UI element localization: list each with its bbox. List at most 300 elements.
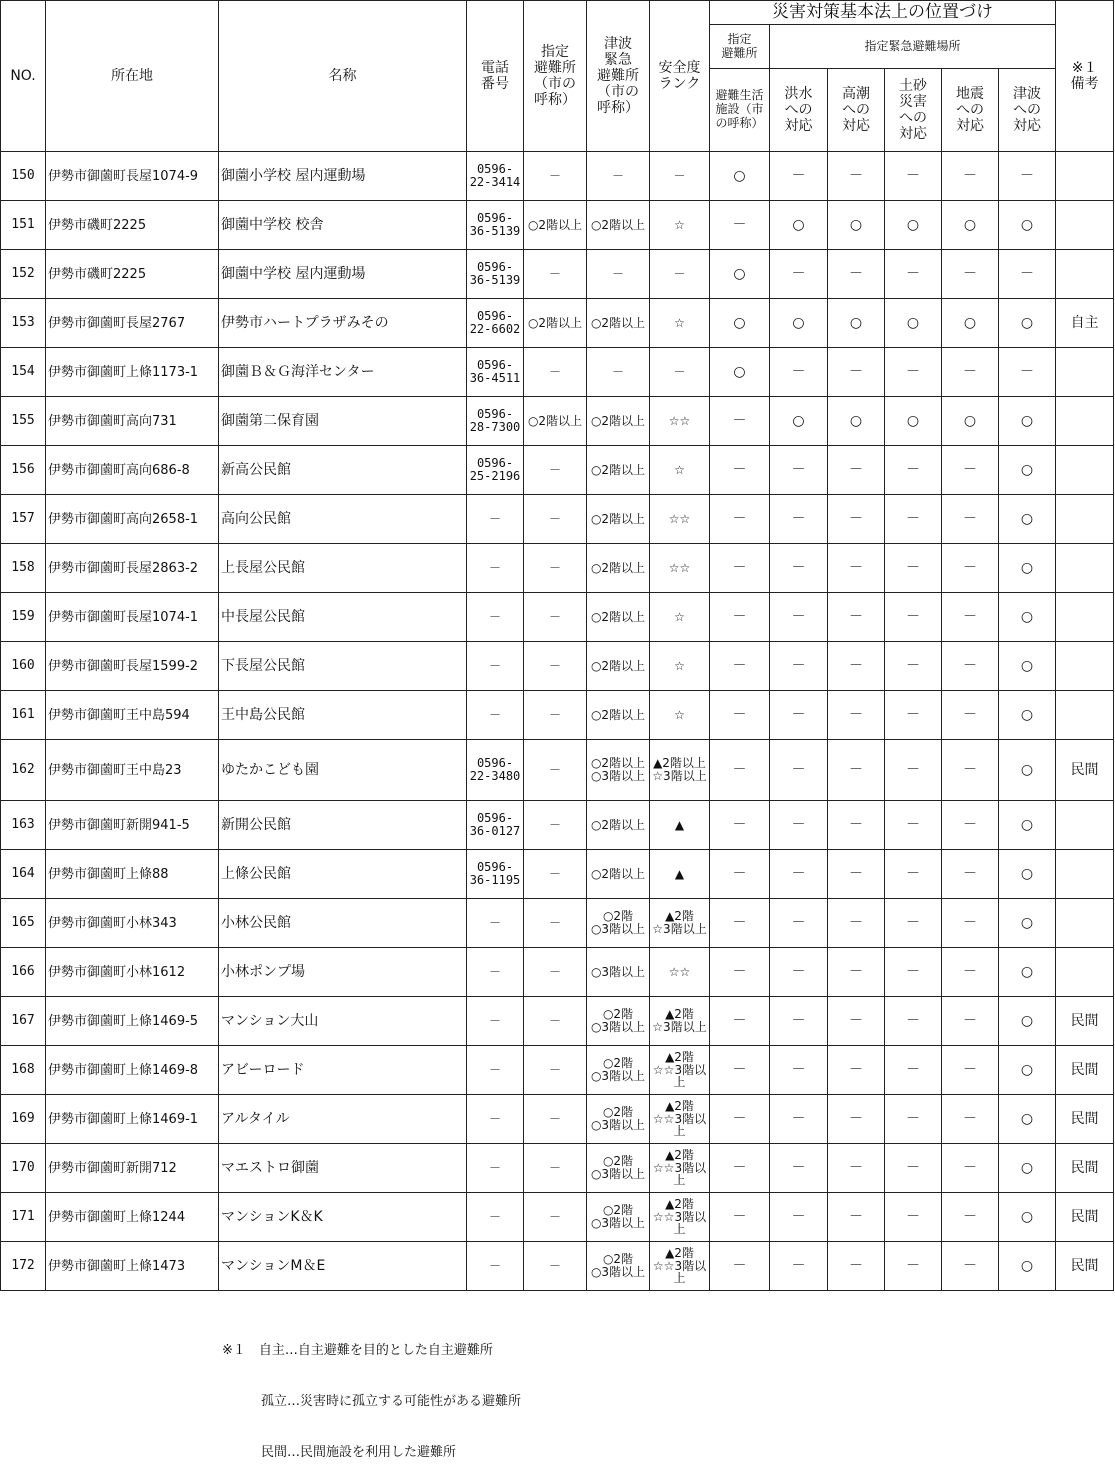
row-no: 159 [1, 593, 46, 642]
row-no: 156 [1, 446, 46, 495]
row-safety-rank: ☆ [650, 691, 710, 740]
table-row [1, 397, 1114, 446]
row-flood: － [770, 495, 828, 544]
row-landslide: － [885, 948, 942, 997]
row-name: マンションM＆E [219, 1242, 467, 1291]
row-safety-rank: ☆☆ [650, 495, 710, 544]
row-storm-surge: ○ [828, 201, 885, 250]
row-tsunami-shelter: ○2階以上 [587, 299, 650, 348]
row-designated-shelter: － [524, 152, 587, 201]
row-address: 伊勢市御薗町小林343 [46, 899, 219, 948]
row-address: 伊勢市御薗町上條88 [46, 850, 219, 899]
row-designated-shelter: － [524, 348, 587, 397]
row-designated-shelter: － [524, 593, 587, 642]
row-earthquake: － [942, 1242, 999, 1291]
row-earthquake: － [942, 1144, 999, 1193]
row-storm-surge: － [828, 1242, 885, 1291]
row-tsunami: ○ [999, 1242, 1056, 1291]
row-designated-shelter: － [524, 1144, 587, 1193]
row-address: 伊勢市御薗町高向731 [46, 397, 219, 446]
row-name: 御薗Ｂ＆Ｇ海洋センター [219, 348, 467, 397]
row-storm-surge: － [828, 997, 885, 1046]
header-law-group: 災害対策基本法上の位置づけ [710, 1, 1056, 25]
row-flood: － [770, 250, 828, 299]
row-name: 御薗中学校 屋内運動場 [219, 250, 467, 299]
header-law-emergency-group: 指定緊急避難場所 [770, 25, 1056, 69]
table-row [1, 544, 1114, 593]
row-designated-shelter: － [524, 691, 587, 740]
row-landslide: ○ [885, 201, 942, 250]
row-remarks [1056, 397, 1114, 446]
row-safety-rank: ☆☆ [650, 544, 710, 593]
row-designated-shelter: － [524, 544, 587, 593]
header-flood: 洪水 への 対応 [770, 69, 828, 152]
row-storm-surge: － [828, 495, 885, 544]
row-no: 167 [1, 997, 46, 1046]
row-phone: － [467, 495, 524, 544]
row-living-facility: － [710, 1242, 770, 1291]
row-safety-rank: ▲2階 ☆3階以上 [650, 997, 710, 1046]
row-tsunami-shelter: ○3階以上 [587, 948, 650, 997]
row-earthquake: － [942, 348, 999, 397]
table-row [1, 201, 1114, 250]
row-address: 伊勢市御薗町王中島594 [46, 691, 219, 740]
row-name: 伊勢市ハートプラザみその [219, 299, 467, 348]
row-landslide: － [885, 1046, 942, 1095]
row-landslide: － [885, 1193, 942, 1242]
row-designated-shelter: － [524, 850, 587, 899]
row-storm-surge: － [828, 899, 885, 948]
row-name: マエストロ御薗 [219, 1144, 467, 1193]
row-earthquake: ○ [942, 201, 999, 250]
row-storm-surge: － [828, 948, 885, 997]
row-address: 伊勢市御薗町長屋1599-2 [46, 642, 219, 691]
row-address: 伊勢市御薗町上條1469-8 [46, 1046, 219, 1095]
row-flood: ○ [770, 299, 828, 348]
row-living-facility: － [710, 397, 770, 446]
row-landslide: － [885, 1095, 942, 1144]
row-name: 上長屋公民館 [219, 544, 467, 593]
row-no: 163 [1, 801, 46, 850]
row-living-facility: ○ [710, 250, 770, 299]
table-row [1, 299, 1114, 348]
row-tsunami: ○ [999, 446, 1056, 495]
row-tsunami: － [999, 348, 1056, 397]
footnote-line: 孤立…災害時に孤立する可能性がある避難所 [222, 1394, 522, 1409]
row-storm-surge: － [828, 1095, 885, 1144]
row-designated-shelter: － [524, 250, 587, 299]
row-earthquake: － [942, 642, 999, 691]
row-landslide: － [885, 495, 942, 544]
row-flood: － [770, 1242, 828, 1291]
row-tsunami-shelter: ○2階 ○3階以上 [587, 1193, 650, 1242]
row-remarks: 民間 [1056, 740, 1114, 801]
row-tsunami-shelter: ○2階 ○3階以上 [587, 997, 650, 1046]
row-name: 小林ポンプ場 [219, 948, 467, 997]
row-tsunami: ○ [999, 642, 1056, 691]
table-row [1, 495, 1114, 544]
row-tsunami-shelter: ○2階以上 [587, 544, 650, 593]
row-phone: － [467, 544, 524, 593]
row-tsunami: ○ [999, 801, 1056, 850]
row-safety-rank: ▲ [650, 801, 710, 850]
row-tsunami-shelter: ○2階以上 [587, 495, 650, 544]
row-name: 王中島公民館 [219, 691, 467, 740]
row-designated-shelter: － [524, 948, 587, 997]
row-remarks: 民間 [1056, 1242, 1114, 1291]
row-address: 伊勢市御薗町長屋2767 [46, 299, 219, 348]
row-earthquake: － [942, 152, 999, 201]
row-storm-surge: － [828, 1193, 885, 1242]
row-flood: － [770, 740, 828, 801]
row-landslide: － [885, 691, 942, 740]
row-storm-surge: － [828, 801, 885, 850]
row-storm-surge: － [828, 544, 885, 593]
row-designated-shelter: － [524, 899, 587, 948]
row-safety-rank: ☆☆ [650, 397, 710, 446]
row-safety-rank: ☆ [650, 446, 710, 495]
row-address: 伊勢市御薗町高向2658-1 [46, 495, 219, 544]
row-flood: － [770, 1193, 828, 1242]
table-row [1, 997, 1114, 1046]
row-no: 166 [1, 948, 46, 997]
row-storm-surge: － [828, 348, 885, 397]
row-tsunami: ○ [999, 1193, 1056, 1242]
row-address: 伊勢市御薗町長屋1074-9 [46, 152, 219, 201]
row-landslide: － [885, 250, 942, 299]
table-row [1, 348, 1114, 397]
row-remarks: 民間 [1056, 1095, 1114, 1144]
table-row [1, 152, 1114, 201]
table-row [1, 899, 1114, 948]
header-no: NO. [1, 1, 46, 152]
row-earthquake: － [942, 850, 999, 899]
row-phone: － [467, 593, 524, 642]
row-no: 161 [1, 691, 46, 740]
row-living-facility: － [710, 544, 770, 593]
row-earthquake: － [942, 544, 999, 593]
row-safety-rank: ▲2階 ☆☆3階以上 [650, 1046, 710, 1095]
table-row [1, 850, 1114, 899]
row-flood: － [770, 544, 828, 593]
row-phone: － [467, 899, 524, 948]
row-safety-rank: ☆ [650, 299, 710, 348]
row-safety-rank: ▲2階 ☆☆3階以上 [650, 1242, 710, 1291]
row-designated-shelter: － [524, 740, 587, 801]
row-tsunami-shelter: ○2階 ○3階以上 [587, 899, 650, 948]
row-address: 伊勢市御薗町小林1612 [46, 948, 219, 997]
row-address: 伊勢市御薗町上條1473 [46, 1242, 219, 1291]
row-name: 小林公民館 [219, 899, 467, 948]
row-phone: 0596-22-3480 [467, 740, 524, 801]
row-remarks: 民間 [1056, 1193, 1114, 1242]
row-safety-rank: ☆☆ [650, 948, 710, 997]
row-landslide: － [885, 1144, 942, 1193]
table-row [1, 740, 1114, 801]
row-designated-shelter: － [524, 1046, 587, 1095]
row-landslide: － [885, 544, 942, 593]
row-living-facility: － [710, 593, 770, 642]
row-safety-rank: ▲2階 ☆☆3階以上 [650, 1193, 710, 1242]
row-tsunami: ○ [999, 1046, 1056, 1095]
row-flood: － [770, 1046, 828, 1095]
row-remarks: 民間 [1056, 1144, 1114, 1193]
row-tsunami: ○ [999, 201, 1056, 250]
row-flood: － [770, 152, 828, 201]
row-no: 165 [1, 899, 46, 948]
row-phone: 0596-36-1195 [467, 850, 524, 899]
row-phone: 0596-22-3414 [467, 152, 524, 201]
row-landslide: － [885, 642, 942, 691]
table-row [1, 1144, 1114, 1193]
row-no: 153 [1, 299, 46, 348]
row-remarks [1056, 801, 1114, 850]
row-storm-surge: － [828, 446, 885, 495]
row-landslide: － [885, 899, 942, 948]
header-earthquake: 地震 への 対応 [942, 69, 999, 152]
row-phone: 0596-36-5139 [467, 201, 524, 250]
row-phone: － [467, 1046, 524, 1095]
row-flood: － [770, 1095, 828, 1144]
header-landslide: 土砂 災害 への 対応 [885, 69, 942, 152]
row-living-facility: － [710, 948, 770, 997]
row-name: 新開公民館 [219, 801, 467, 850]
row-no: 172 [1, 1242, 46, 1291]
table-row [1, 691, 1114, 740]
row-tsunami-shelter: ○2階以上 [587, 593, 650, 642]
row-earthquake: － [942, 899, 999, 948]
row-remarks: 自主 [1056, 299, 1114, 348]
header-tsunami-shelter: 津波 緊急 避難所 （市の 呼称） [587, 1, 650, 152]
row-safety-rank: － [650, 348, 710, 397]
row-flood: ○ [770, 397, 828, 446]
header-designated-shelter: 指定 避難所 （市の 呼称） [524, 1, 587, 152]
row-tsunami: ○ [999, 397, 1056, 446]
row-designated-shelter: ○2階以上 [524, 397, 587, 446]
row-phone: － [467, 948, 524, 997]
row-no: 169 [1, 1095, 46, 1144]
footnote-line: 民間…民間施設を利用した避難所 [222, 1445, 457, 1460]
header-phone: 電話 番号 [467, 1, 524, 152]
row-storm-surge: ○ [828, 299, 885, 348]
row-living-facility: － [710, 1144, 770, 1193]
row-address: 伊勢市磯町2225 [46, 201, 219, 250]
row-tsunami-shelter: ○2階 ○3階以上 [587, 1144, 650, 1193]
row-storm-surge: － [828, 250, 885, 299]
row-name: 御薗小学校 屋内運動場 [219, 152, 467, 201]
row-landslide: － [885, 801, 942, 850]
header-storm-surge: 高潮 への 対応 [828, 69, 885, 152]
row-name: 上條公民館 [219, 850, 467, 899]
row-earthquake: － [942, 1095, 999, 1144]
row-flood: － [770, 642, 828, 691]
row-living-facility: － [710, 801, 770, 850]
row-tsunami: ○ [999, 593, 1056, 642]
row-address: 伊勢市御薗町上條1244 [46, 1193, 219, 1242]
row-designated-shelter: － [524, 801, 587, 850]
row-address: 伊勢市御薗町新開712 [46, 1144, 219, 1193]
row-name: 下長屋公民館 [219, 642, 467, 691]
row-flood: － [770, 850, 828, 899]
row-name: 御薗中学校 校舎 [219, 201, 467, 250]
row-phone: － [467, 1144, 524, 1193]
row-earthquake: － [942, 1046, 999, 1095]
header-safety-rank: 安全度 ランク [650, 1, 710, 152]
row-designated-shelter: － [524, 642, 587, 691]
row-phone: 0596-36-4511 [467, 348, 524, 397]
row-name: マンションK＆K [219, 1193, 467, 1242]
row-storm-surge: － [828, 1144, 885, 1193]
header-law-designated-shelter: 指定 避難所 [710, 25, 770, 69]
row-landslide: － [885, 593, 942, 642]
row-landslide: － [885, 152, 942, 201]
row-no: 162 [1, 740, 46, 801]
row-tsunami-shelter: ○2階以上 [587, 397, 650, 446]
table-row [1, 446, 1114, 495]
row-tsunami: － [999, 152, 1056, 201]
row-flood: － [770, 801, 828, 850]
row-tsunami-shelter: ○2階 ○3階以上 [587, 1242, 650, 1291]
row-address: 伊勢市御薗町新開941-5 [46, 801, 219, 850]
row-tsunami: ○ [999, 997, 1056, 1046]
row-tsunami: ○ [999, 544, 1056, 593]
row-living-facility: － [710, 642, 770, 691]
row-living-facility: － [710, 446, 770, 495]
row-living-facility: － [710, 201, 770, 250]
header-remarks: ※１ 備考 [1056, 1, 1114, 152]
row-flood: － [770, 997, 828, 1046]
row-name: 新高公民館 [219, 446, 467, 495]
row-tsunami-shelter: ○2階 ○3階以上 [587, 1095, 650, 1144]
table-row [1, 801, 1114, 850]
row-name: アルタイル [219, 1095, 467, 1144]
header-living-facility: 避難生活 施設（市 の呼称） [710, 69, 770, 152]
row-living-facility: － [710, 850, 770, 899]
row-living-facility: － [710, 495, 770, 544]
row-storm-surge: － [828, 740, 885, 801]
row-designated-shelter: ○2階以上 [524, 201, 587, 250]
table-row [1, 250, 1114, 299]
row-storm-surge: ○ [828, 397, 885, 446]
row-living-facility: ○ [710, 348, 770, 397]
table-header [1, 1, 1114, 152]
row-address: 伊勢市御薗町上條1469-1 [46, 1095, 219, 1144]
row-living-facility: － [710, 1046, 770, 1095]
row-remarks [1056, 850, 1114, 899]
row-safety-rank: ☆ [650, 201, 710, 250]
row-earthquake: － [942, 997, 999, 1046]
row-phone: 0596-36-5139 [467, 250, 524, 299]
row-tsunami-shelter: － [587, 152, 650, 201]
row-remarks [1056, 446, 1114, 495]
row-safety-rank: ☆ [650, 593, 710, 642]
row-tsunami-shelter: ○2階 ○3階以上 [587, 1046, 650, 1095]
row-no: 170 [1, 1144, 46, 1193]
row-storm-surge: － [828, 152, 885, 201]
row-landslide: － [885, 446, 942, 495]
row-landslide: － [885, 1242, 942, 1291]
row-tsunami: ○ [999, 299, 1056, 348]
row-tsunami: ○ [999, 740, 1056, 801]
row-tsunami: ○ [999, 1095, 1056, 1144]
row-tsunami-shelter: － [587, 250, 650, 299]
row-flood: － [770, 593, 828, 642]
row-storm-surge: － [828, 691, 885, 740]
row-earthquake: ○ [942, 397, 999, 446]
row-earthquake: － [942, 250, 999, 299]
row-designated-shelter: ○2階以上 [524, 299, 587, 348]
row-storm-surge: － [828, 850, 885, 899]
row-name: 御薗第二保育園 [219, 397, 467, 446]
row-tsunami-shelter: ○2階以上 [587, 850, 650, 899]
row-tsunami-shelter: － [587, 348, 650, 397]
row-designated-shelter: － [524, 1242, 587, 1291]
row-phone: 0596-28-7300 [467, 397, 524, 446]
row-remarks [1056, 201, 1114, 250]
row-tsunami-shelter: ○2階以上 [587, 446, 650, 495]
row-landslide: － [885, 740, 942, 801]
row-remarks: 民間 [1056, 997, 1114, 1046]
row-remarks [1056, 152, 1114, 201]
row-safety-rank: － [650, 152, 710, 201]
row-landslide: － [885, 997, 942, 1046]
row-address: 伊勢市御薗町長屋2863-2 [46, 544, 219, 593]
row-no: 160 [1, 642, 46, 691]
row-phone: － [467, 1242, 524, 1291]
row-address: 伊勢市御薗町高向686-8 [46, 446, 219, 495]
row-phone: 0596-36-0127 [467, 801, 524, 850]
row-phone: － [467, 642, 524, 691]
row-remarks [1056, 348, 1114, 397]
footnote-line: ※１ 自主…自主避難を目的とした自主避難所 [222, 1343, 493, 1358]
row-landslide: ○ [885, 397, 942, 446]
table-row [1, 1193, 1114, 1242]
row-living-facility: ○ [710, 152, 770, 201]
row-designated-shelter: － [524, 495, 587, 544]
row-remarks [1056, 495, 1114, 544]
row-phone: 0596-25-2196 [467, 446, 524, 495]
row-remarks [1056, 544, 1114, 593]
row-no: 150 [1, 152, 46, 201]
row-no: 164 [1, 850, 46, 899]
row-living-facility: － [710, 1095, 770, 1144]
table-row [1, 593, 1114, 642]
row-tsunami: ○ [999, 899, 1056, 948]
row-tsunami-shelter: ○2階以上 [587, 801, 650, 850]
row-remarks [1056, 691, 1114, 740]
row-address: 伊勢市御薗町長屋1074-1 [46, 593, 219, 642]
row-flood: － [770, 948, 828, 997]
row-no: 157 [1, 495, 46, 544]
row-tsunami: － [999, 250, 1056, 299]
row-landslide: － [885, 348, 942, 397]
row-no: 171 [1, 1193, 46, 1242]
row-name: アビーロード [219, 1046, 467, 1095]
row-flood: － [770, 691, 828, 740]
row-living-facility: － [710, 899, 770, 948]
header-tsunami: 津波 への 対応 [999, 69, 1056, 152]
row-earthquake: － [942, 691, 999, 740]
row-no: 154 [1, 348, 46, 397]
row-no: 158 [1, 544, 46, 593]
row-designated-shelter: － [524, 997, 587, 1046]
row-tsunami-shelter: ○2階以上 ○3階以上 [587, 740, 650, 801]
row-earthquake: － [942, 593, 999, 642]
row-earthquake: － [942, 1193, 999, 1242]
row-name: ゆたかこども園 [219, 740, 467, 801]
row-phone: － [467, 997, 524, 1046]
row-storm-surge: － [828, 642, 885, 691]
